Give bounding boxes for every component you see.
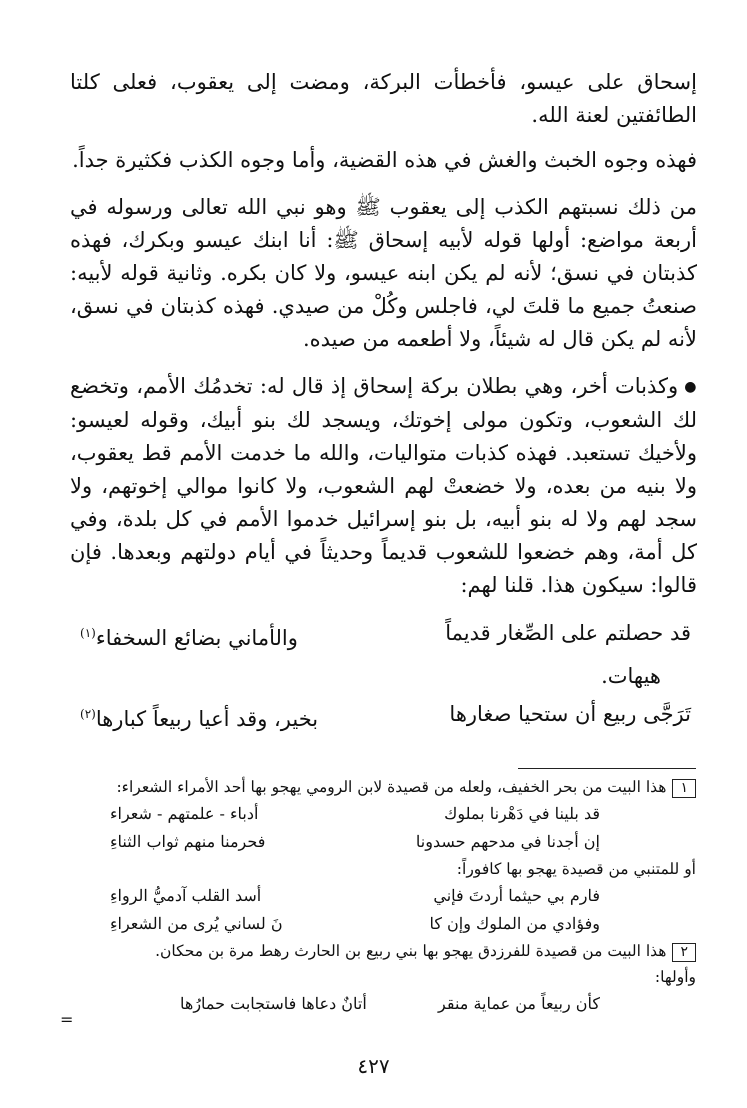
verse-1 — [70, 616, 697, 655]
page-number: ٤٢٧ — [357, 1054, 390, 1078]
paragraph-2: فهذه وجوه الخبث والغش في هذه القضية، وأما وجوه الكذب فكثيرة جداً. — [72, 148, 697, 172]
footnote-1 — [56, 774, 696, 800]
footnote-1-verse-2-left: فحرمنا منهم ثواب الثناءِ — [110, 832, 266, 851]
footnote-2-text-2: وأولها: — [654, 968, 696, 986]
footnote-2-verse-1-left: أتانٌ دعاها فاستجابت حمارُها — [180, 994, 367, 1013]
paragraph-3: من ذلك نسبتهم الكذب إلى يعقوب ﷺ وهو نبي الله تعالى ورسوله في أربعة مواضع: أولها قوله لأبيه إسحاق ﷺ: أنا ابنك عيسو وبكرك، فهذه كذبتان في نسق؛ لأنه لم يكن ابنه عيسو، ولا كان بكره. وثانية قوله لأبيه: صنعتُ جميع ما قلتَ لي، فاجلس وكُلْ من صيدي. فهذه كذبتان في نسق، لأنه لم يكن قال له شيئاً، ولا أطعمه من صيده. — [70, 195, 697, 351]
paragraph-4 — [70, 370, 697, 602]
verse-2 — [70, 697, 697, 736]
footnote-1-number: ١ — [672, 779, 696, 798]
verse-1-continuation: هيهات. — [601, 664, 661, 688]
footnote-2 — [56, 938, 696, 964]
footnote-2-text: هذا البيت من قصيدة للفرزدق يهجو بها بني ربيع بن الحارث رهط مرة بن محكان. — [155, 942, 667, 960]
verse-2-second-hemistich — [70, 697, 318, 736]
footnote-2-number: ٢ — [672, 943, 696, 962]
footnote-1-verse-2-right: إن أجدنا في مدحهم حسدونا — [415, 832, 600, 851]
footnote-1-verse-4-right: وفؤادي من الملوك وإن كا — [429, 914, 600, 933]
footnote-1-verse-1-left: أدباء - علمتهم - شعراء — [110, 804, 259, 823]
verse-1-second-text: والأماني بضائع السخفاء — [95, 626, 298, 650]
footnote-1-verse-1-right: قد بلينا في دَهْرنا بملوك — [444, 804, 600, 823]
footnote-1-text-2: أو للمتنبي من قصيدة يهجو بها كافوراً: — [456, 860, 696, 878]
continuation-mark: = — [60, 1010, 74, 1029]
footnote-1-verse-4-left: نَ لساني يُرى من الشعراءِ — [110, 914, 283, 933]
footnote-2-verse-1 — [56, 990, 696, 1018]
footnote-1-verse-1 — [56, 800, 696, 828]
footnote-ref-2: (٢) — [80, 707, 96, 721]
footnote-1-verse-3-left: أسد القلب آدميُّ الرواءِ — [110, 886, 262, 905]
paragraph-1: إسحاق على عيسو، فأخطأت البركة، ومضت إلى يعقوب، فعلى كلتا الطائفتين لعنة الله. — [70, 70, 697, 127]
footnote-separator — [518, 768, 696, 769]
main-text — [70, 66, 697, 740]
bullet-icon: ● — [684, 379, 697, 395]
footnote-1-verse-3 — [56, 882, 696, 910]
footnote-ref-1: (١) — [80, 626, 96, 640]
footnote-1-verse-2 — [56, 828, 696, 856]
footnotes — [56, 774, 696, 1018]
paragraph-4-text: وكذبات أخر، وهي بطلان بركة إسحاق إذ قال له: تخدمُك الأمم، وتخضع لك الشعوب، وتكون مولى إخوتك، ويسجد لك بنو أبيك، وقوله لعيسو: ولأخيك تستعبد. فهذه كذبات متواليات، والله ما خدمت الأمم قط يعقوب، ولا بنيه من بعده، ولا خضعتْ لهم الشعوب، ولا كانوا موالي إخوتهم، ولا سجد لهم ولا له بنو أبيه، بل بنو إسرائيل خدموا الأمم في كل بلدة، وفي كل أمة، وهم خضعوا للشعوب قديماً وحديثاً في أيام دولتهم وبعدها. فإن قالوا: سيكون هذا. قلنا لهم: — [70, 374, 697, 597]
verse-2-second-text: بخير، وقد أعيا ربيعاً كبارها — [95, 707, 319, 731]
footnote-1-text: هذا البيت من بحر الخفيف، ولعله من قصيدة لابن الرومي يهجو بها أحد الأمراء الشعراء: — [116, 778, 667, 796]
footnote-2-verse-1-right: كأن ربيعاً من عماية منقر — [438, 994, 600, 1013]
footnote-1-verse-3-right: فارم بي حيثما أردتَ فإني — [433, 886, 600, 905]
verse-1-first-hemistich: قد حصلتم على الصِّغار قديماً — [445, 621, 691, 645]
verse-1-second-hemistich — [70, 616, 298, 655]
verse-2-first-hemistich: تَرَجَّى ربيع أن ستحيا صغارها — [449, 702, 691, 726]
footnote-1-verse-4 — [56, 910, 696, 938]
